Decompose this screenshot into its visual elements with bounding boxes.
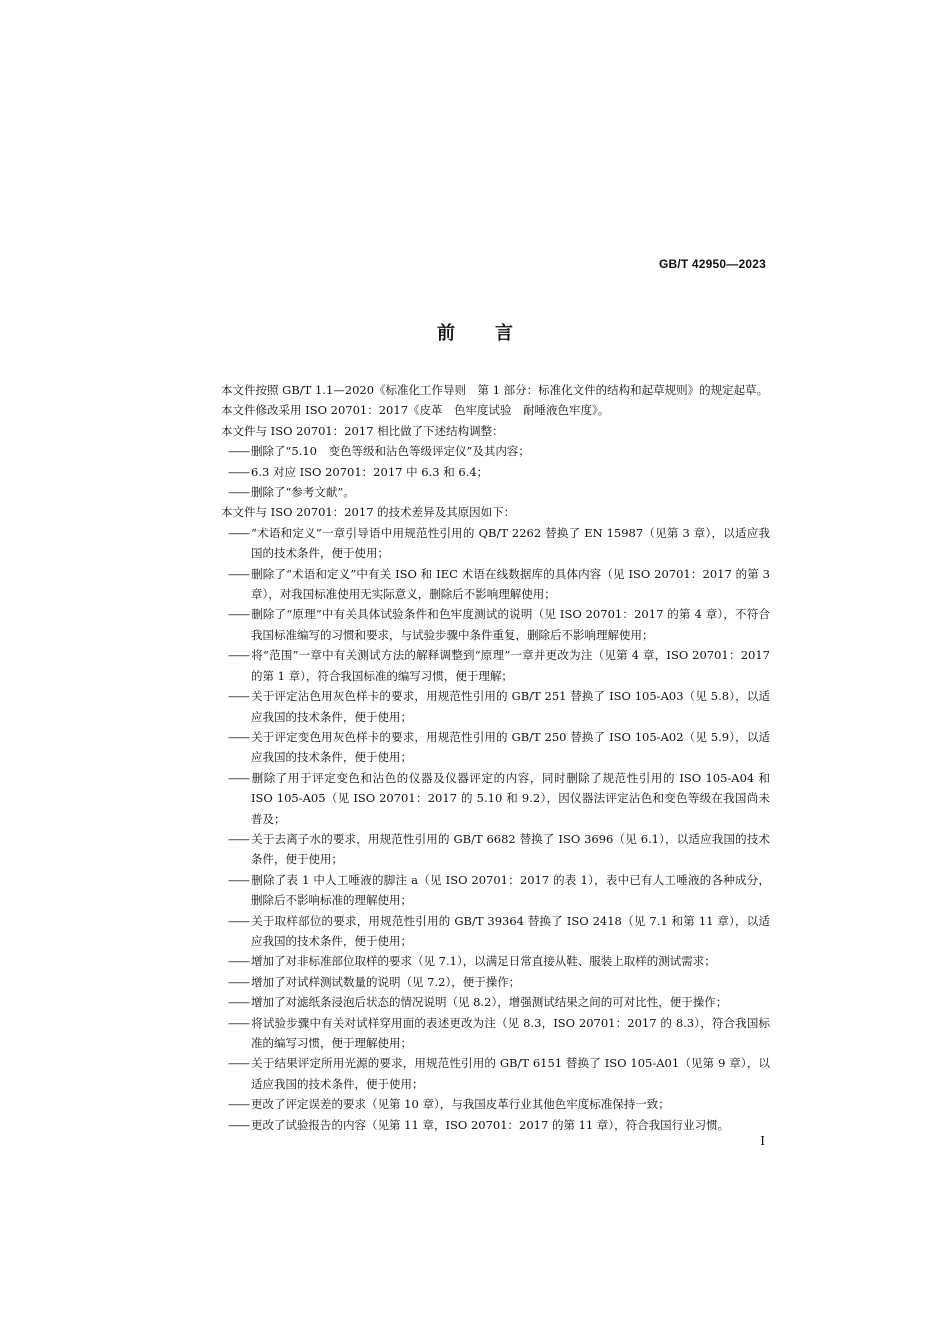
paragraph-adoption: 本文件修改采用 ISO 20701：2017《皮革 色牢度试验 耐唾液色牢度》。 xyxy=(221,403,610,418)
list-item: —— 删除了“参考文献”。 xyxy=(198,482,770,502)
page-title: 前言 xyxy=(437,323,553,344)
dash-mark: —— xyxy=(228,872,249,887)
list-item: —— 删除了用于评定变色和沾色的仪器及仪器评定的内容，同时删除了规范性引用的 ISO 105-A04 和 ISO 105-A05（见 ISO 20701：2017 的 5.10 和 9.2），因仪器法评定沾色和变色等级在我国尚未普及； xyxy=(198,768,770,829)
dash-mark: —— xyxy=(228,485,249,500)
list-item: —— 增加了对滤纸条浸泡后状态的情况说明（见 8.2），增强测试结果之间的可对比性，便于操作； xyxy=(198,992,770,1012)
dash-mark: —— xyxy=(228,444,249,459)
dash-mark: —— xyxy=(228,770,249,785)
dash-mark: —— xyxy=(228,1097,249,1112)
page-number: I xyxy=(760,1134,765,1148)
list-item: —— 删除了表 1 中人工唾液的脚注 a（见 ISO 20701：2017 的表 1），表中已有人工唾液的各种成分，删除后不影响标准的理解使用； xyxy=(198,870,770,911)
dash-mark: —— xyxy=(228,689,249,704)
standard-number: GB/T 42950—2023 xyxy=(658,257,766,271)
list-item: —— 删除了“术语和定义”中有关 ISO 和 IEC 术语在线数据库的具体内容（见 ISO 20701：2017 的第 3 章），对我国标准使用无实际意义，删除后不影响理解使用； xyxy=(198,564,770,605)
structural-changes-list xyxy=(198,441,770,502)
dash-mark: —— xyxy=(228,1015,249,1030)
dash-mark: —— xyxy=(228,913,249,928)
list-item: —— 关于评定沾色用灰色样卡的要求，用规范性引用的 GB/T 251 替换了 ISO 105-A03（见 5.8），以适应我国的技术条件，便于使用； xyxy=(198,686,770,727)
paragraph-drafting-rules: 本文件按照 GB/T 1.1—2020《标准化工作导则 第 1 部分：标准化文件的结构和起草规则》的规定起草。 xyxy=(221,383,769,397)
paragraph-structural-intro: 本文件与 ISO 20701：2017 相比做了下述结构调整： xyxy=(221,423,504,438)
list-item: —— 将“范围”一章中有关测试方法的解释调整到“原理”一章并更改为注（见第 4 章，ISO 20701：2017 的第 1 章），符合我国标准的编写习惯，便于理解； xyxy=(198,645,770,686)
list-item: —— 将试验步骤中有关对试样穿用面的表述更改为注（见 8.3，ISO 20701：2017 的 8.3），符合我国标准的编写习惯，便于理解使用； xyxy=(198,1013,770,1054)
list-item: —— 关于去离子水的要求，用规范性引用的 GB/T 6682 替换了 ISO 3696（见 6.1），以适应我国的技术条件，便于使用； xyxy=(198,829,770,870)
dash-mark: —— xyxy=(228,648,249,663)
dash-mark: —— xyxy=(228,1056,249,1071)
preface-body xyxy=(198,380,770,1135)
dash-mark: —— xyxy=(228,974,249,989)
list-item: —— 关于结果评定所用光源的要求，用规范性引用的 GB/T 6151 替换了 ISO 105-A01（见第 9 章），以适应我国的技术条件，便于使用； xyxy=(198,1053,770,1094)
technical-differences-list xyxy=(198,523,770,1135)
list-item: —— “术语和定义”一章引导语中用规范性引用的 QB/T 2262 替换了 EN 15987（见第 3 章），以适应我国的技术条件，便于使用； xyxy=(198,523,770,564)
dash-mark: —— xyxy=(228,729,249,744)
list-item: —— 删除了“原理”中有关具体试验条件和色牢度测试的说明（见 ISO 20701：2017 的第 4 章），不符合我国标准编写的习惯和要求，与试验步骤中条件重复，删除后不影响理解使用； xyxy=(198,604,770,645)
list-item: —— 更改了评定误差的要求（见第 10 章），与我国皮革行业其他色牢度标准保持一致； xyxy=(198,1094,770,1114)
list-item: —— 更改了试验报告的内容（见第 11 章，ISO 20701：2017 的第 11 章），符合我国行业习惯。 xyxy=(198,1115,770,1135)
dash-mark: —— xyxy=(228,525,249,540)
dash-mark: —— xyxy=(228,954,249,969)
dash-mark: —— xyxy=(228,607,249,622)
list-item: —— 增加了对试样测试数量的说明（见 7.2），便于操作； xyxy=(198,972,770,992)
list-item: —— 增加了对非标准部位取样的要求（见 7.1），以满足日常直接从鞋、服装上取样的测试需求； xyxy=(198,951,770,971)
list-item: —— 6.3 对应 ISO 20701：2017 中 6.3 和 6.4； xyxy=(198,462,770,482)
dash-mark: —— xyxy=(228,995,249,1010)
list-item: —— 删除了“5.10 变色等级和沾色等级评定仪”及其内容； xyxy=(198,441,770,461)
dash-mark: —— xyxy=(228,831,249,846)
dash-mark: —— xyxy=(228,464,249,479)
dash-mark: —— xyxy=(228,566,249,581)
list-item: —— 关于评定变色用灰色样卡的要求，用规范性引用的 GB/T 250 替换了 ISO 105-A02（见 5.9），以适应我国的技术条件，便于使用； xyxy=(198,727,770,768)
list-item: —— 关于取样部位的要求，用规范性引用的 GB/T 39364 替换了 ISO 2418（见 7.1 和第 11 章），以适应我国的技术条件，便于使用； xyxy=(198,911,770,952)
paragraph-technical-intro: 本文件与 ISO 20701：2017 的技术差异及其原因如下： xyxy=(221,505,516,520)
dash-mark: —— xyxy=(228,1117,249,1132)
